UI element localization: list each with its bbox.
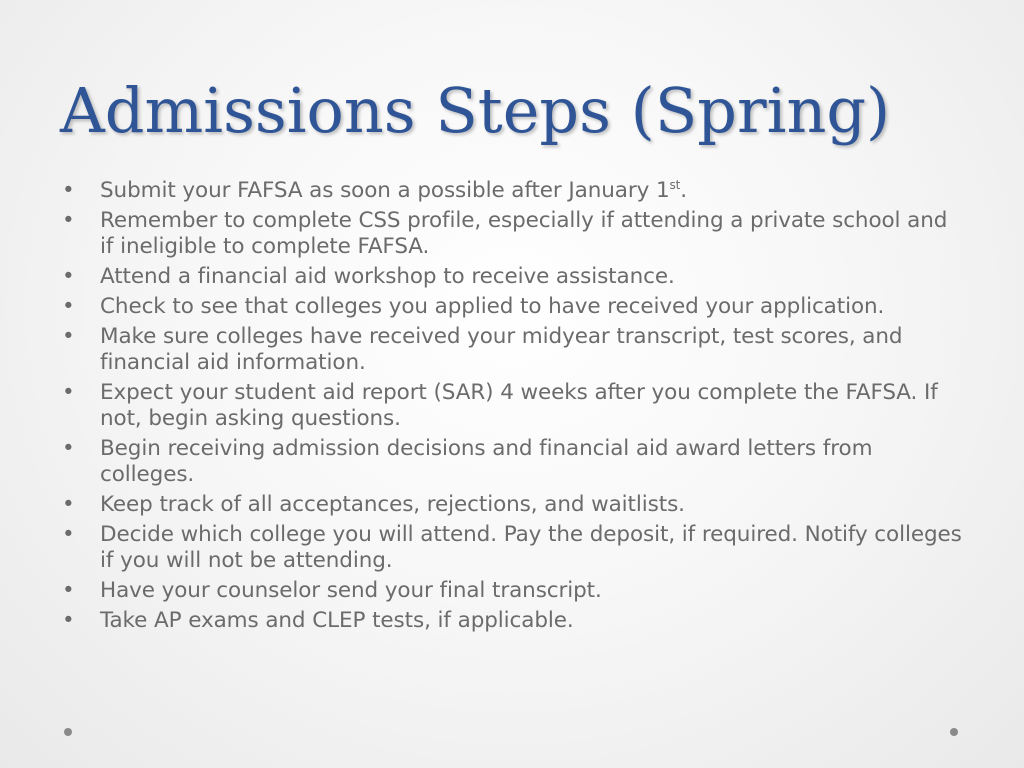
bullet-item [60,380,965,432]
corner-dot-right-icon [950,728,958,736]
bullet-list [60,178,965,638]
bullet-text: Check to see that colleges you applied to have received your application. [100,294,885,319]
bullet-text: Remember to complete CSS profile, especially if attending a private school and if ineligible to complete FAFSA. [100,208,948,259]
bullet-text: Make sure colleges have received your midyear transcript, test scores, and financial aid information. [100,324,903,375]
bullet-item [60,294,965,320]
bullet-item [60,436,965,488]
bullet-suffix: . [680,178,688,203]
bullet-item [60,522,965,574]
bullet-text: Have your counselor send your final transcript. [100,578,602,603]
bullet-superscript: st [669,177,681,192]
bullet-item [60,492,965,518]
bullet-item [60,208,965,260]
bullet-item [60,324,965,376]
bullet-text: Decide which college you will attend. Pay the deposit, if required. Notify colleges if you will not be attending. [100,522,962,573]
bullet-item [60,578,965,604]
bullet-text: Keep track of all acceptances, rejections, and waitlists. [100,492,685,517]
bullet-item [60,608,965,634]
bullet-text: Attend a financial aid workshop to receive assistance. [100,264,675,289]
bullet-text: Submit your FAFSA as soon a possible after January 1 [100,178,670,203]
bullet-item [60,178,965,204]
slide-title: Admissions Steps (Spring) [60,74,891,147]
bullet-text: Take AP exams and CLEP tests, if applicable. [100,608,574,633]
bullet-text: Begin receiving admission decisions and financial aid award letters from colleges. [100,436,873,487]
corner-dot-left-icon [64,728,72,736]
bullet-text: Expect your student aid report (SAR) 4 weeks after you complete the FAFSA. If not, begin asking questions. [100,380,938,431]
bullet-item [60,264,965,290]
